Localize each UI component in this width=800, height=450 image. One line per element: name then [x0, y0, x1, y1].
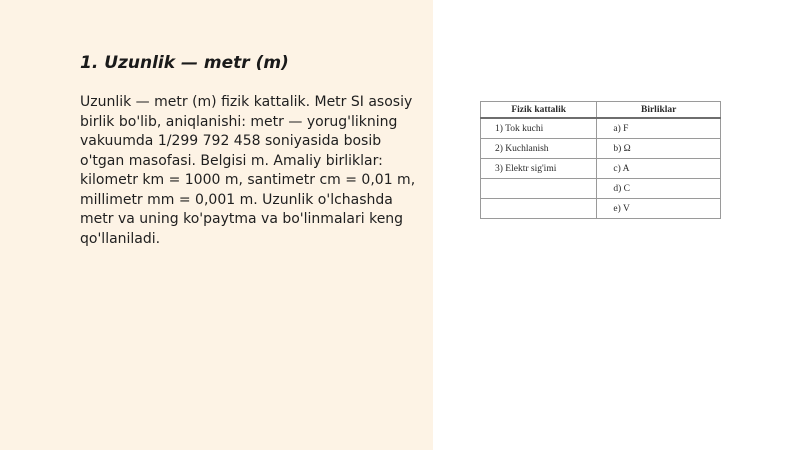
table-row — [481, 159, 721, 179]
quantity-cell: 3) Elektr sig'imi — [481, 159, 597, 179]
slide-body-text: Uzunlik — metr (m) fizik kattalik. Metr SI asosiy birlik bo'lib, aniqlanishi: metr — yorug'likning vakuumda 1/299 792 458 soniyasida bosib o'tgan masofasi. Belgisi m. Amaliy birliklar: kilometr km = 1000 m, santimetr cm = 0,01 m, millimetr mm = 0,001 m. Uzunlik o'lchashda metr va uning ko'paytma va bo'linmalari keng qo'llaniladi. — [80, 94, 416, 247]
slide-title: 1. Uzunlik — metr (m) — [80, 53, 289, 73]
unit-cell: c) A — [597, 159, 721, 179]
table-row — [481, 199, 721, 219]
table-header-row — [481, 102, 721, 119]
table-row — [481, 118, 721, 139]
units-matching-table — [480, 101, 721, 219]
unit-cell: a) F — [597, 118, 721, 139]
header-units: Birliklar — [597, 102, 721, 119]
table-row — [481, 139, 721, 159]
header-physical-quantity: Fizik kattalik — [481, 102, 597, 119]
quantity-cell: 1) Tok kuchi — [481, 118, 597, 139]
unit-cell: b) Ω — [597, 139, 721, 159]
quantity-cell — [481, 179, 597, 199]
unit-cell: e) V — [597, 199, 721, 219]
unit-cell: d) C — [597, 179, 721, 199]
quantity-cell: 2) Kuchlanish — [481, 139, 597, 159]
right-panel — [433, 0, 800, 450]
quantity-cell — [481, 199, 597, 219]
table-row — [481, 179, 721, 199]
